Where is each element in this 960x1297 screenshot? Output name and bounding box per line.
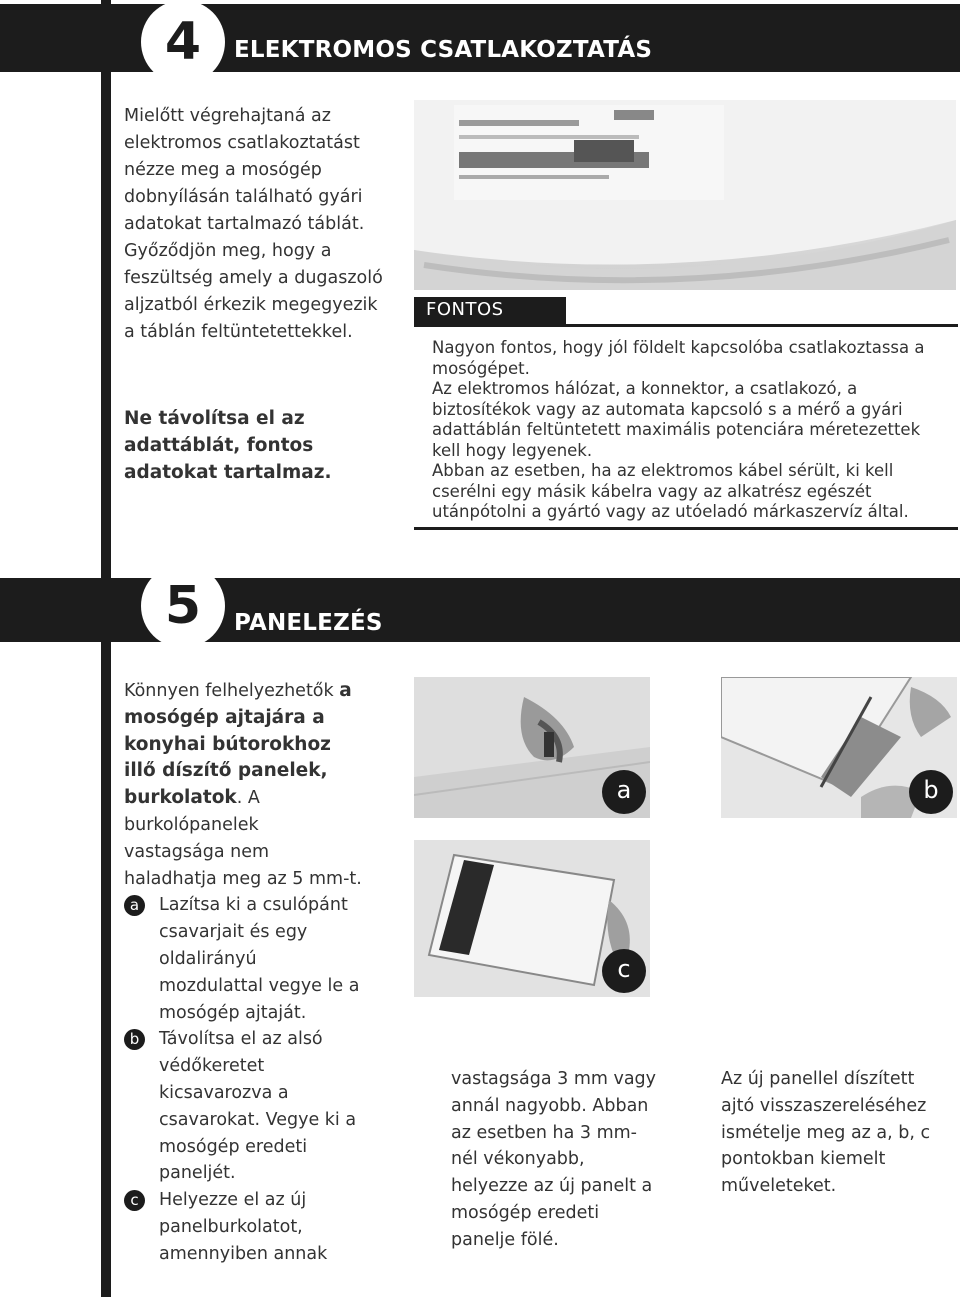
section-5-instructions — [124, 678, 364, 1268]
section-4-title: ELEKTROMOS CSATLAKOZTATÁS — [234, 37, 653, 63]
photo-a-label: a — [602, 770, 646, 814]
section-4-warning: Ne távolítsa el az adattáblát, fontos adatokat tartalmaz. — [124, 408, 332, 483]
section-5-title: PANELEZÉS — [234, 610, 383, 636]
photo-b-frame-removal — [721, 677, 957, 818]
section-4-number: 4 — [141, 0, 225, 84]
step-c — [124, 1187, 364, 1267]
step-a-text: Lazítsa ki a csulópánt csavarjait és egy oldalirányú mozdulattal vegye le a mosógép ajtaját. — [159, 895, 360, 1023]
panel-thickness-note: vastagsága 3 mm vagy annál nagyobb. Abban az esetben ha 3 mm-nél vékonyabb, helyezze az új panelt a mosógép eredeti panelje fölé. — [451, 1069, 657, 1250]
intro-rest: . A burkolópanelek vastagsága nem haladhatja meg az 5 mm-t. — [124, 788, 362, 889]
section-4-header — [0, 4, 960, 72]
reassembly-note: Az új panellel díszített ajtó visszaszereléséhez ismételje meg az a, b, c pontokban kiemelt műveleteket. — [721, 1069, 931, 1197]
step-a-letter: a — [124, 895, 145, 916]
data-plate-photo — [414, 100, 956, 290]
fontos-paragraph-2: Az elektromos hálózat, a konnektor, a csatlakozó, a biztosítékok vagy az automata kapcsoló s a mérő a gyári adattáblán feltüntetett maximális potenciára méretezettek kell hogy legyenek. — [432, 379, 921, 460]
vertical-margin-bar — [101, 0, 111, 1297]
fontos-label: FONTOS — [426, 299, 504, 320]
step-b — [124, 1026, 364, 1187]
intro-plain: Könnyen felhelyezhetők — [124, 681, 334, 701]
fontos-bottom-rule — [414, 527, 958, 530]
step-c-text: Helyezze el az új panelburkolatot, amennyiben annak — [159, 1190, 328, 1264]
photo-c-new-panel — [414, 840, 650, 997]
section-5-header — [0, 578, 960, 642]
section-5-number: 5 — [141, 564, 225, 648]
photo-b-label: b — [909, 770, 953, 814]
step-c-letter: c — [124, 1190, 145, 1211]
fontos-top-rule — [414, 324, 958, 327]
step-b-letter: b — [124, 1029, 145, 1050]
section-5-intro — [124, 678, 364, 892]
step-a — [124, 892, 364, 1026]
intro-bold: a mosógép ajtajára a konyhai bútorokhoz illő díszítő panelek, burkolatok — [124, 680, 352, 809]
step-b-text: Távolítsa el az alsó védőkeretet kicsavarozva a csavarokat. Vegye ki a mosógép eredeti paneljét. — [159, 1029, 357, 1184]
photo-c-label: c — [602, 949, 646, 993]
fontos-text — [432, 338, 952, 523]
fontos-paragraph-3: Abban az esetben, ha az elektromos kábel sérült, ki kell cserélni egy másik kábelra vagy az alkatrész egészét utánpótolni a gyártó vagy az utóeladó márkaszervíz által. — [432, 461, 909, 521]
photo-a-door-removal — [414, 677, 650, 818]
section-4-intro: Mielőtt végrehajtaná az elektromos csatlakoztatást nézze meg a mosógép dobnyílásán található gyári adatokat tartalmazó táblát. Győződjön meg, hogy a feszültség amely a dugaszoló aljzatból érkezik megegyezik a táblán feltüntetettekkel. — [124, 106, 383, 342]
fontos-paragraph-1: Nagyon fontos, hogy jól földelt kapcsolóba csatlakoztassa a mosógépet. — [432, 338, 925, 378]
